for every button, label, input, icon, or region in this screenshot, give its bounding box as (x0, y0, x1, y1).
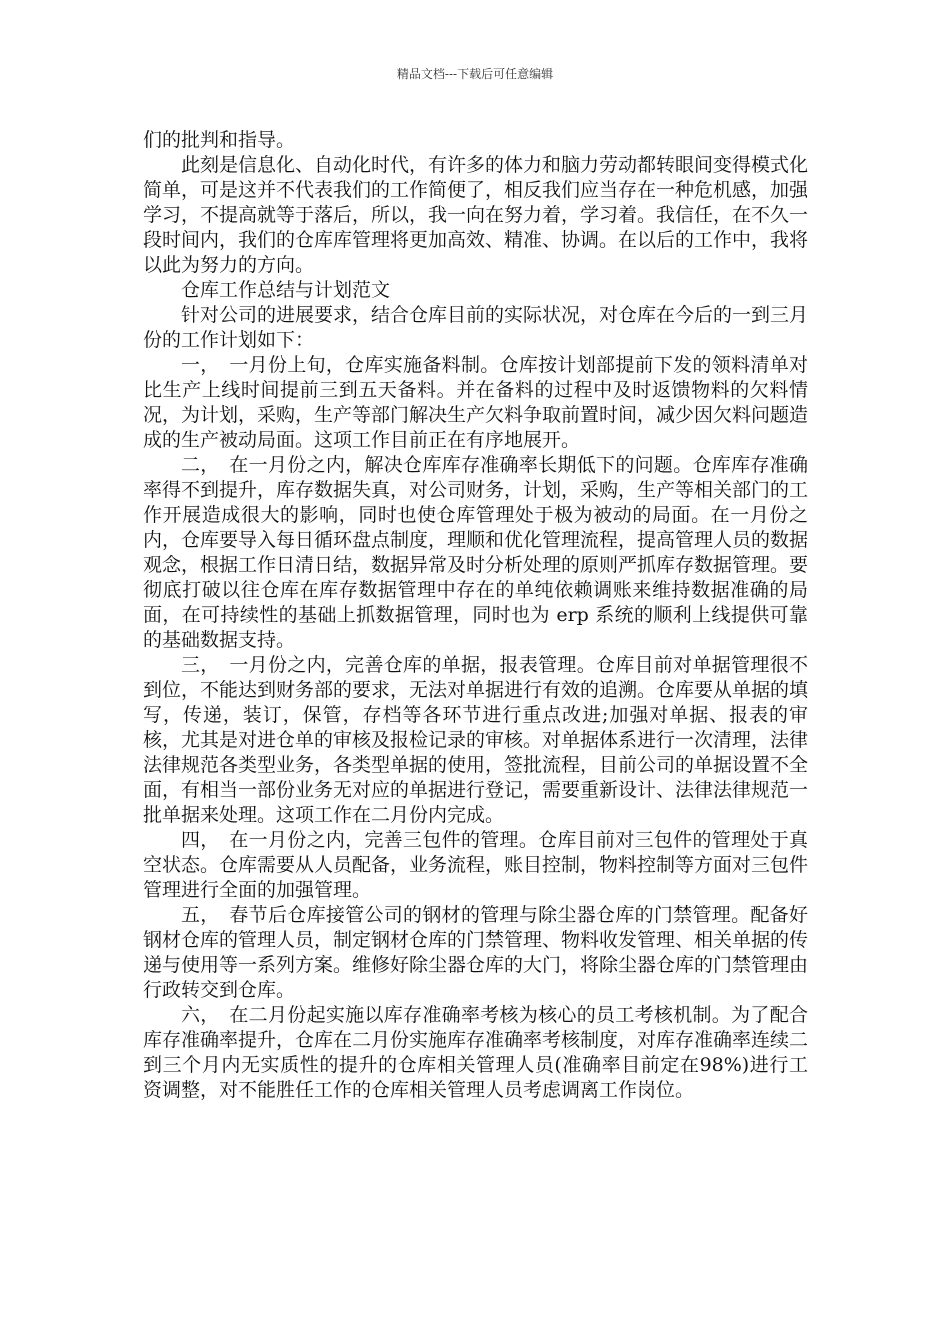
plan-item-6: 六， 在二月份起实施以库存准确率考核为核心的员工考核机制。为了配合库存准确率提升，仓库在二月份实施库存准确率考核制度，对库存准确率连续二到三个月内无实质性的提升的仓库相关管理人员(准确率目前定在98%)进行工资调整，对不能胜任工作的仓库相关管理人员考虑调离工作岗位。 (143, 1004, 809, 1101)
plan-item-4: 四， 在一月份之内，完善三包件的管理。仓库目前对三包件的管理处于真空状态。仓库需要从人员配备，业务流程，账目控制，物料控制等方面对三包件管理进行全面的加强管理。 (143, 829, 809, 901)
document-body (143, 128, 808, 1103)
paragraph: 针对公司的进展要求，结合仓库目前的实际状况，对仓库在今后的一到三月份的工作计划如下： (143, 304, 809, 351)
paragraph: 此刻是信息化、自动化时代，有许多的体力和脑力劳动都转眼间变得模式化简单，可是这并不代表我们的工作简便了，相反我们应当存在一种危机感，加强学习，不提高就等于落后，所以，我一向在努力着，学习着。我信任，在不久一段时间内，我们的仓库库管理将更加高效、精准、协调。在以后的工作中，我将以此为努力的方向。 (143, 154, 809, 276)
plan-item-5: 五， 春节后仓库接管公司的钢材的管理与除尘器仓库的门禁管理。配备好钢材仓库的管理人员，制定钢材仓库的门禁管理、物料收发管理、相关单据的传递与使用等一系列方案。维修好除尘器仓库的大门，将除尘器仓库的门禁管理由行政转交到仓库。 (143, 904, 809, 1001)
paragraph: 们的批判和指导。 (143, 129, 296, 151)
plan-item-3: 三， 一月份之内，完善仓库的单据，报表管理。仓库目前对单据管理很不到位，不能达到财务部的要求，无法对单据进行有效的追溯。仓库要从单据的填写，传递，装订，保管，存档等各环节进行重点改进;加强对单据、报表的审核，尤其是对进仓单的审核及报检记录的审核。对单据体系进行一次清理，法律法律规范各类型业务，各类型单据的使用，签批流程，目前公司的单据设置不全面，有相当一部份业务无对应的单据进行登记，需要重新设计、法律法律规范一批单据来处理。这项工作在二月份内完成。 (143, 654, 809, 826)
plan-item-1: 一， 一月份上旬，仓库实施备料制。仓库按计划部提前下发的领料清单对比生产上线时间提前三到五天备料。并在备料的过程中及时返馈物料的欠料情况，为计划，采购，生产等部门解决生产欠料争取前置时间，减少因欠料问题造成的生产被动局面。这项工作目前正在有序地展开。 (143, 354, 809, 451)
page-header: 精品文档---下载后可任意编辑 (396, 67, 554, 81)
section-heading: 仓库工作总结与计划范文 (181, 279, 391, 301)
plan-item-2: 二， 在一月份之内，解决仓库库存准确率长期低下的问题。仓库库存准确率得不到提升，库存数据失真，对公司财务，计划，采购，生产等相关部门的工作开展造成很大的影响，同时也使仓库管理处于极为被动的局面。在一月份之内，仓库要导入每日循环盘点制度，理顺和优化管理流程，提高管理人员的数据观念，根据工作日清日结，数据异常及时分析处理的原则严抓库存数据管理。要彻底打破以往仓库在库存数据管理中存在的单纯依赖调账来维持数据准确的局面，在可持续性的基础上抓数据管理，同时也为 erp 系统的顺利上线提供可靠的基础数据支持。 (143, 454, 809, 651)
